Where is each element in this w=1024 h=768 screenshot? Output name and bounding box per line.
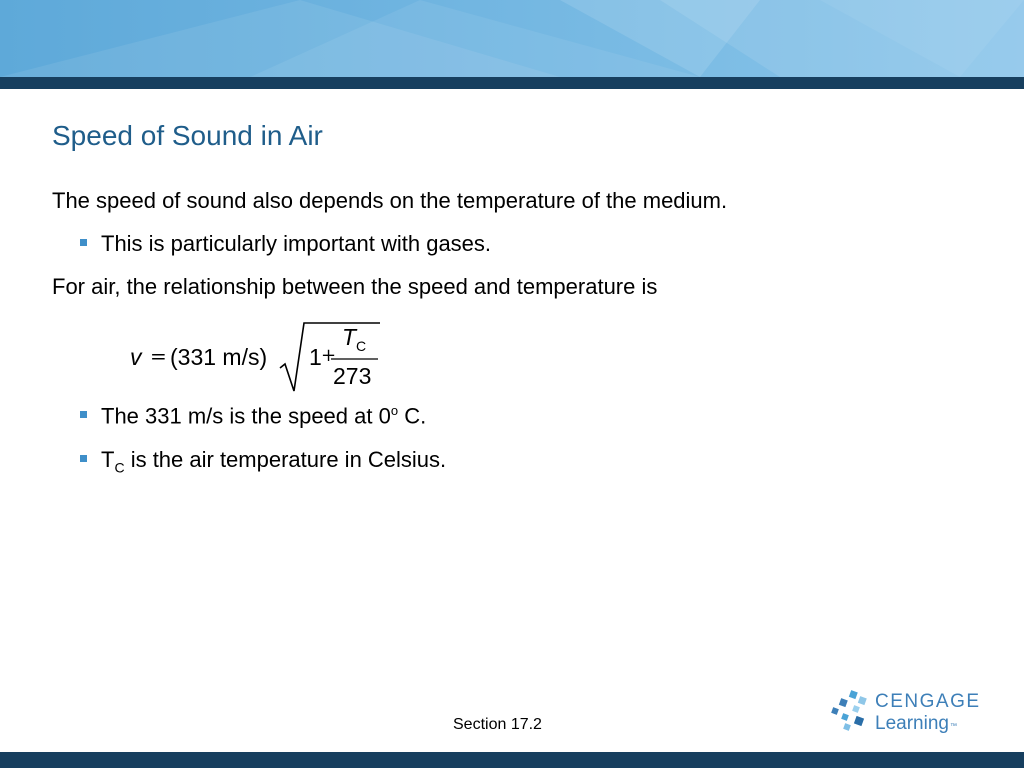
bullet-square-icon: [80, 455, 87, 462]
formula-numerator-sub: C: [356, 338, 367, 354]
logo-learning-text: Learning: [875, 713, 949, 734]
logo-wordmark-learning: [875, 713, 957, 735]
bullet-2-superscript: o: [390, 403, 399, 418]
formula-one: 1: [309, 344, 322, 370]
bullet-3-sub: C: [114, 459, 125, 476]
slide-title: Speed of Sound in Air: [52, 120, 323, 151]
bullet-item-2: [80, 403, 426, 429]
paragraph-2: For air, the relationship between the speed and temperature is: [52, 274, 658, 299]
bullet-item-1: [80, 231, 491, 257]
cengage-mark-icon: [830, 688, 872, 736]
bullet-2-suffix: C.: [398, 403, 427, 429]
speed-formula: [128, 318, 388, 393]
bullet-2-prefix: The 331 m/s is the speed at 0: [101, 403, 391, 429]
section-label: Section 17.2: [453, 716, 542, 733]
formula-denominator: 273: [333, 363, 372, 389]
bullet-text-1: This is particularly important with gases.: [101, 231, 492, 256]
bullet-3-suffix: is the air temperature in Celsius.: [124, 447, 447, 472]
paragraph-1: The speed of sound also depends on the temperature of the medium.: [52, 188, 728, 213]
logo-wordmark-cengage: CENGAGE: [875, 691, 981, 712]
logo-trademark: ™: [949, 723, 957, 730]
formula-equals: =: [150, 344, 167, 368]
footer-rule: [0, 752, 1024, 768]
bullet-item-3: [80, 447, 446, 475]
header-decoration: [0, 0, 1024, 77]
cengage-logo: [830, 688, 990, 738]
formula-plus: +: [321, 345, 337, 366]
bullet-square-icon: [80, 411, 87, 418]
formula-coefficient: (331 m/s): [170, 344, 268, 370]
formula-lhs: v: [130, 344, 142, 370]
bullet-3-var: T: [101, 447, 115, 472]
header-banner: [0, 0, 1024, 77]
formula-numerator-var: T: [342, 324, 357, 350]
bullet-square-icon: [80, 239, 87, 246]
header-rule: [0, 77, 1024, 89]
